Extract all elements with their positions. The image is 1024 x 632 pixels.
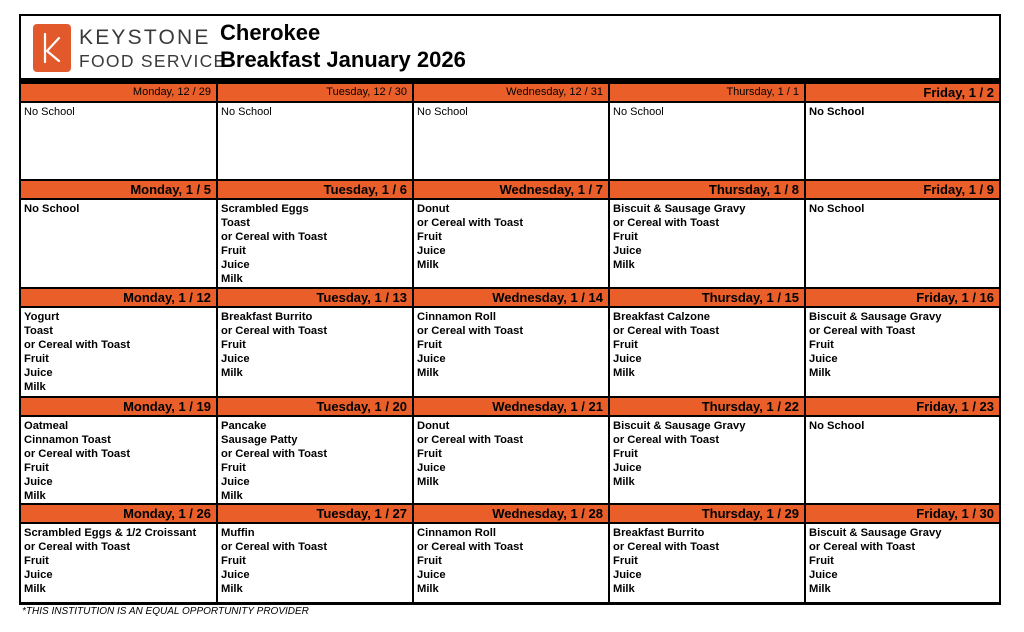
menu-item: Milk — [613, 583, 635, 595]
day-menu-cell — [21, 524, 218, 602]
day-date-label: Monday, 12 / 29 — [21, 84, 218, 101]
day-menu-row — [21, 101, 999, 181]
day-date-label: Monday, 1 / 19 — [21, 398, 218, 415]
menu-item: No School — [24, 203, 80, 215]
menu-item: Toast — [24, 325, 54, 337]
day-menu-cell — [414, 524, 610, 602]
menu-item: Milk — [613, 476, 635, 488]
day-date-label: Wednesday, 1 / 28 — [414, 505, 610, 522]
day-menu-cell — [21, 417, 218, 503]
menu-item: No School — [809, 203, 865, 215]
day-header-row — [21, 84, 999, 101]
menu-item: Juice — [613, 569, 642, 581]
title-block — [220, 20, 466, 74]
menu-item: Oatmeal — [24, 420, 69, 432]
day-date-label: Wednesday, 1 / 21 — [414, 398, 610, 415]
menu-item: Milk — [613, 259, 635, 271]
day-menu-row — [21, 415, 999, 505]
menu-item: Juice — [221, 476, 250, 488]
menu-item: Fruit — [809, 555, 834, 567]
day-menu-cell — [806, 103, 999, 179]
day-date-label: Tuesday, 1 / 6 — [218, 181, 414, 198]
week-row — [21, 505, 999, 604]
menu-item: No School — [221, 106, 272, 118]
day-menu-cell — [610, 200, 806, 287]
menu-sheet — [19, 14, 1001, 605]
day-menu-row — [21, 198, 999, 289]
day-menu-cell — [610, 417, 806, 503]
school-name: Cherokee — [220, 20, 321, 45]
menu-item: Milk — [221, 490, 243, 502]
day-date-label: Thursday, 1 / 22 — [610, 398, 806, 415]
menu-item: Fruit — [417, 339, 442, 351]
day-date-label: Thursday, 1 / 15 — [610, 289, 806, 306]
menu-item: Fruit — [417, 231, 442, 243]
day-menu-cell — [414, 103, 610, 179]
day-menu-cell — [21, 308, 218, 396]
menu-item: Juice — [417, 462, 446, 474]
menu-item: Juice — [809, 353, 838, 365]
day-date-label: Monday, 1 / 5 — [21, 181, 218, 198]
menu-item: or Cereal with Toast — [417, 434, 524, 446]
day-menu-cell — [21, 200, 218, 287]
menu-item: Juice — [24, 367, 53, 379]
day-menu-cell — [806, 308, 999, 396]
menu-item: Juice — [24, 569, 53, 581]
menu-item: No School — [613, 106, 664, 118]
menu-item: or Cereal with Toast — [417, 325, 524, 337]
menu-item: Juice — [613, 353, 642, 365]
menu-item: or Cereal with Toast — [809, 541, 916, 553]
menu-item: or Cereal with Toast — [24, 541, 131, 553]
menu-item: Juice — [221, 259, 250, 271]
menu-item: Fruit — [24, 353, 49, 365]
menu-item: Breakfast Burrito — [221, 311, 313, 323]
menu-item: Breakfast Calzone — [613, 311, 710, 323]
day-date-label: Monday, 1 / 12 — [21, 289, 218, 306]
menu-item: Milk — [613, 367, 635, 379]
menu-item: No School — [809, 106, 865, 118]
day-date-label: Thursday, 1 / 1 — [610, 84, 806, 101]
menu-item: Fruit — [417, 448, 442, 460]
menu-item: Milk — [417, 583, 439, 595]
menu-item: Juice — [221, 353, 250, 365]
menu-item: Juice — [24, 476, 53, 488]
menu-item: Pancake — [221, 420, 267, 432]
menu-item: Milk — [221, 273, 243, 285]
day-menu-cell — [610, 103, 806, 179]
menu-item: Fruit — [221, 462, 246, 474]
day-menu-cell — [218, 200, 414, 287]
menu-item: Milk — [417, 476, 439, 488]
menu-item: Fruit — [24, 555, 49, 567]
menu-item: Juice — [417, 245, 446, 257]
menu-item: Juice — [809, 569, 838, 581]
day-menu-cell — [610, 308, 806, 396]
calendar-grid — [21, 84, 999, 604]
menu-item: Biscuit & Sausage Gravy — [613, 203, 746, 215]
menu-item: Milk — [24, 583, 46, 595]
menu-item: Juice — [613, 462, 642, 474]
day-date-label: Wednesday, 12 / 31 — [414, 84, 610, 101]
day-menu-row — [21, 522, 999, 604]
menu-item: or Cereal with Toast — [613, 434, 720, 446]
menu-item: Fruit — [221, 339, 246, 351]
menu-item: or Cereal with Toast — [24, 339, 131, 351]
brand-logo — [33, 23, 227, 77]
menu-item: Donut — [417, 420, 450, 432]
menu-item: Juice — [417, 569, 446, 581]
menu-item: Milk — [417, 259, 439, 271]
day-date-label: Friday, 1 / 16 — [806, 289, 999, 306]
day-date-label: Monday, 1 / 26 — [21, 505, 218, 522]
menu-item: No School — [809, 420, 865, 432]
day-header-row — [21, 289, 999, 306]
menu-item: Fruit — [221, 555, 246, 567]
menu-item: Cinnamon Toast — [24, 434, 111, 446]
menu-item: Fruit — [24, 462, 49, 474]
menu-item: Fruit — [613, 231, 638, 243]
menu-item: Juice — [221, 569, 250, 581]
menu-item: Milk — [809, 583, 831, 595]
day-date-label: Wednesday, 1 / 14 — [414, 289, 610, 306]
day-date-label: Tuesday, 1 / 20 — [218, 398, 414, 415]
menu-item: Fruit — [613, 448, 638, 460]
menu-item: Fruit — [417, 555, 442, 567]
week-row — [21, 84, 999, 181]
menu-header — [21, 16, 999, 82]
menu-item: Sausage Patty — [221, 434, 298, 446]
day-menu-row — [21, 306, 999, 398]
day-menu-cell — [610, 524, 806, 602]
equal-opportunity-note: *THIS INSTITUTION IS AN EQUAL OPPORTUNITY PROVIDER — [22, 606, 309, 617]
week-row — [21, 289, 999, 398]
menu-item: Juice — [417, 353, 446, 365]
menu-item: Juice — [613, 245, 642, 257]
menu-item: or Cereal with Toast — [613, 541, 720, 553]
day-date-label: Wednesday, 1 / 7 — [414, 181, 610, 198]
menu-item: Yogurt — [24, 311, 60, 323]
day-menu-cell — [218, 103, 414, 179]
day-date-label: Friday, 1 / 9 — [806, 181, 999, 198]
day-menu-cell — [806, 524, 999, 602]
day-date-label: Tuesday, 1 / 27 — [218, 505, 414, 522]
menu-item: Biscuit & Sausage Gravy — [809, 527, 942, 539]
brand-tagline: FOOD SERVICE — [79, 51, 227, 71]
menu-item: or Cereal with Toast — [221, 231, 328, 243]
menu-item: Cinnamon Roll — [417, 527, 496, 539]
menu-title: Breakfast January 2026 — [220, 47, 466, 72]
menu-item: or Cereal with Toast — [417, 217, 524, 229]
day-date-label: Tuesday, 1 / 13 — [218, 289, 414, 306]
brand-name: KEYSTONE — [79, 26, 211, 49]
menu-item: or Cereal with Toast — [809, 325, 916, 337]
day-menu-cell — [218, 308, 414, 396]
menu-item: Biscuit & Sausage Gravy — [613, 420, 746, 432]
menu-item: Muffin — [221, 527, 255, 539]
menu-item: No School — [417, 106, 468, 118]
day-date-label: Thursday, 1 / 29 — [610, 505, 806, 522]
menu-item: or Cereal with Toast — [613, 325, 720, 337]
day-menu-cell — [21, 103, 218, 179]
menu-item: Milk — [24, 381, 46, 393]
menu-item: Milk — [24, 490, 46, 502]
week-row — [21, 181, 999, 289]
day-menu-cell — [414, 417, 610, 503]
menu-item: Fruit — [613, 555, 638, 567]
menu-item: Toast — [221, 217, 251, 229]
menu-item: Biscuit & Sausage Gravy — [809, 311, 942, 323]
menu-item: Milk — [221, 367, 243, 379]
day-menu-cell — [218, 524, 414, 602]
day-date-label: Friday, 1 / 23 — [806, 398, 999, 415]
day-header-row — [21, 398, 999, 415]
day-date-label: Friday, 1 / 30 — [806, 505, 999, 522]
day-menu-cell — [806, 417, 999, 503]
menu-item: Donut — [417, 203, 450, 215]
menu-item: or Cereal with Toast — [221, 325, 328, 337]
day-menu-cell — [218, 417, 414, 503]
menu-item: or Cereal with Toast — [221, 541, 328, 553]
day-date-label: Thursday, 1 / 8 — [610, 181, 806, 198]
day-menu-cell — [414, 308, 610, 396]
day-date-label: Friday, 1 / 2 — [806, 84, 999, 101]
menu-item: Milk — [221, 583, 243, 595]
menu-item: Milk — [417, 367, 439, 379]
menu-item: Cinnamon Roll — [417, 311, 496, 323]
menu-item: Milk — [809, 367, 831, 379]
menu-item: Breakfast Burrito — [613, 527, 705, 539]
menu-item: or Cereal with Toast — [417, 541, 524, 553]
day-header-row — [21, 505, 999, 522]
day-menu-cell — [414, 200, 610, 287]
menu-item: or Cereal with Toast — [613, 217, 720, 229]
day-date-label: Tuesday, 12 / 30 — [218, 84, 414, 101]
day-header-row — [21, 181, 999, 198]
menu-item: Fruit — [809, 339, 834, 351]
week-row — [21, 398, 999, 505]
menu-item: Scrambled Eggs & 1/2 Croissant — [24, 527, 197, 539]
day-menu-cell — [806, 200, 999, 287]
k-monogram-icon — [33, 24, 71, 72]
menu-item: or Cereal with Toast — [24, 448, 131, 460]
menu-item: or Cereal with Toast — [221, 448, 328, 460]
menu-item: No School — [24, 106, 75, 118]
menu-item: Fruit — [221, 245, 246, 257]
menu-item: Fruit — [613, 339, 638, 351]
menu-item: Scrambled Eggs — [221, 203, 309, 215]
